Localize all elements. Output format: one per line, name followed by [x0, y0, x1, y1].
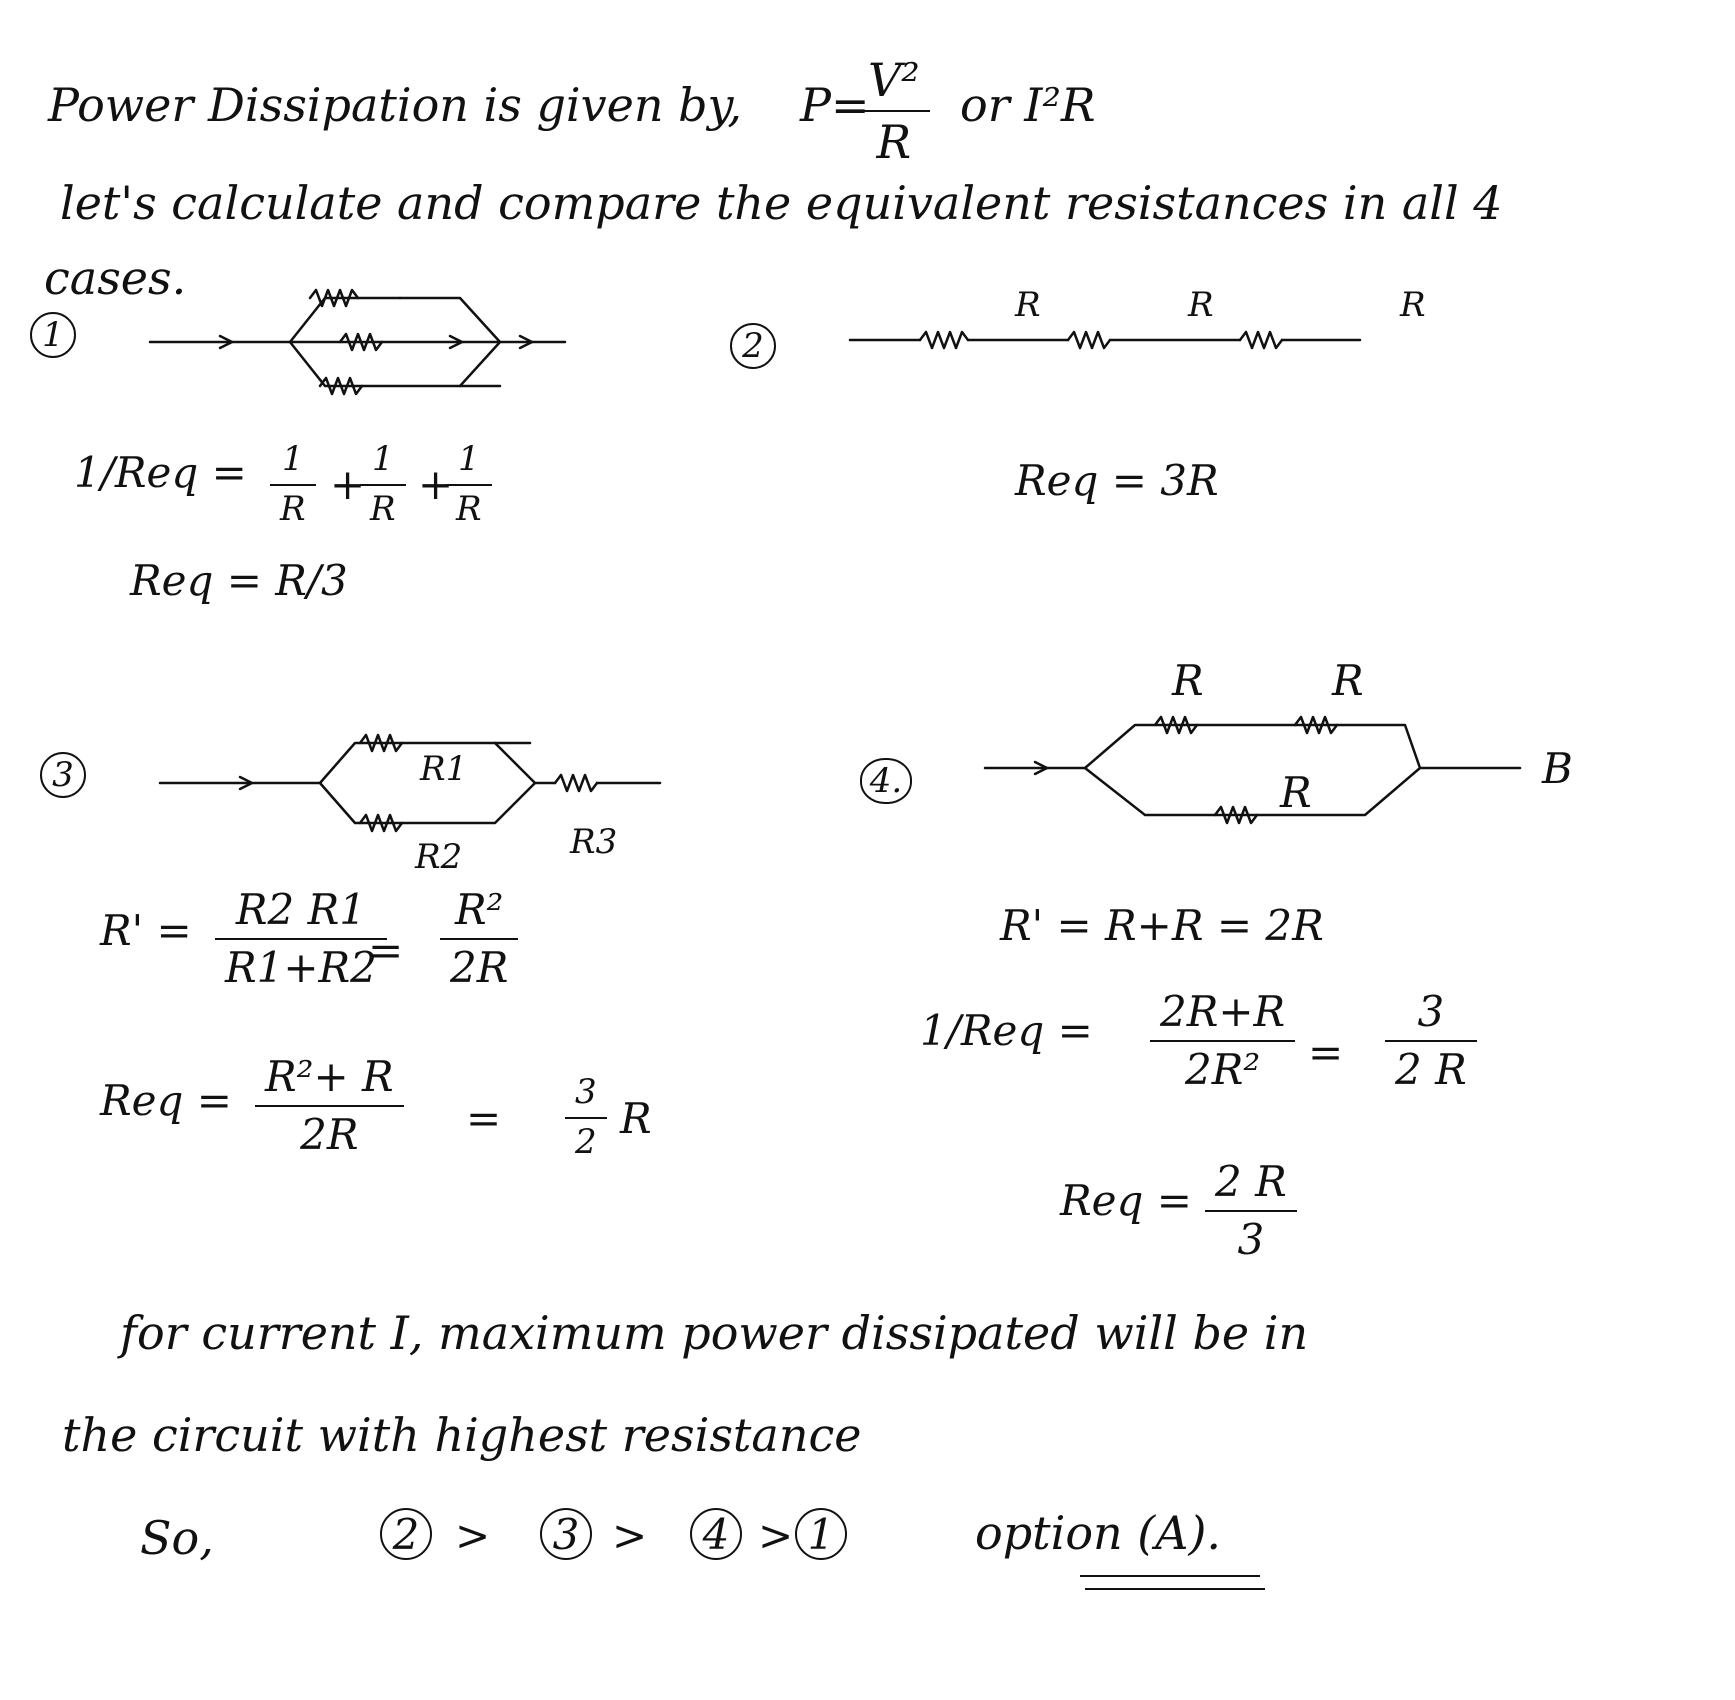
order-gt-3: >: [758, 1511, 794, 1560]
case2-resistor-label-2: R: [1188, 285, 1214, 325]
case1-term2: 1 R: [360, 442, 406, 527]
order-circle-2: 3: [540, 1508, 592, 1560]
intro-line1: Power Dissipation is given by,: [48, 78, 743, 132]
case4-label-top2: R: [1332, 656, 1364, 705]
order-circle-4: 1: [795, 1508, 847, 1560]
answer-underline-1: [1080, 1575, 1260, 1577]
case1-term3: 1 R: [446, 442, 492, 527]
case4-req-lhs: Req =: [1060, 1176, 1192, 1225]
case3-req-tail: R: [620, 1094, 652, 1143]
formula-alternative: or I²R: [960, 78, 1096, 132]
order-gt-2: >: [612, 1511, 648, 1560]
case1-plus2: +: [418, 460, 454, 509]
case3-label-r2: R2: [415, 837, 463, 877]
formula-lhs: P=: [800, 78, 870, 132]
case4-inverse-fraction1: 2R+R 2R²: [1150, 990, 1295, 1092]
case2-series-diagram: [850, 310, 1370, 360]
case4-inverse-equals: =: [1308, 1028, 1344, 1077]
case4-label-bottom: R: [1280, 768, 1312, 817]
case3-req-fraction1: R²+ R 2R: [255, 1055, 404, 1157]
case4-inverse-lhs: 1/Req =: [920, 1006, 1093, 1055]
case3-rprime-equals: =: [368, 926, 404, 975]
case3-number-circle: 3: [40, 752, 86, 798]
case4-inverse-fraction2: 3 2 R: [1385, 990, 1477, 1092]
case1-req: Req = R/3: [130, 556, 348, 605]
case4-number-circle: 4.: [860, 758, 912, 804]
conclusion-line1: for current I, maximum power dissipated will be in: [120, 1306, 1309, 1360]
case3-req-equals: =: [466, 1094, 502, 1143]
case3-rprime-fraction1: R2 R1 R1+R2: [215, 888, 387, 990]
case4-label-top1: R: [1172, 656, 1204, 705]
conclusion-line2: the circuit with highest resistance: [62, 1408, 862, 1462]
case1-number-circle: 1: [30, 312, 76, 358]
order-circle-1: 2: [380, 1508, 432, 1560]
formula-denominator: R: [876, 115, 912, 170]
case3-label-r1: R1: [420, 749, 468, 789]
conclusion-so: So,: [140, 1511, 214, 1565]
case1-term1: 1 R: [270, 442, 316, 527]
case3-rprime-lhs: R' =: [100, 906, 192, 955]
order-gt-1: >: [455, 1511, 491, 1560]
case1-inverse-lhs: 1/Req =: [74, 448, 247, 497]
intro-line2: let's calculate and compare the equivalent resistances in all 4: [60, 176, 1503, 230]
formula-numerator: V²: [868, 53, 920, 107]
intro-line3: cases.: [44, 251, 187, 305]
case4-parallel-diagram: [985, 700, 1545, 840]
case4-rprime: R' = R+R = 2R: [1000, 901, 1324, 950]
case1-parallel-diagram: [150, 280, 580, 410]
answer-underline-2: [1085, 1588, 1265, 1590]
answer-text: option (A).: [975, 1506, 1222, 1560]
case2-resistor-label-3: R: [1400, 285, 1426, 325]
case3-req-fraction2: 3 2: [565, 1075, 607, 1160]
case3-rprime-fraction2: R² 2R: [440, 888, 518, 990]
case3-req-lhs: Req =: [100, 1076, 232, 1125]
case2-req: Req = 3R: [1015, 456, 1219, 505]
order-circle-3: 4: [690, 1508, 742, 1560]
fraction-bar: [858, 110, 930, 112]
case1-plus1: +: [330, 460, 366, 509]
case4-req-fraction: 2 R 3: [1205, 1160, 1297, 1262]
case2-number-circle: 2: [730, 323, 776, 369]
case2-resistor-label-1: R: [1015, 285, 1041, 325]
formula-fraction: [858, 53, 930, 170]
case4-label-end: B: [1542, 744, 1573, 793]
case3-label-r3: R3: [570, 822, 618, 862]
